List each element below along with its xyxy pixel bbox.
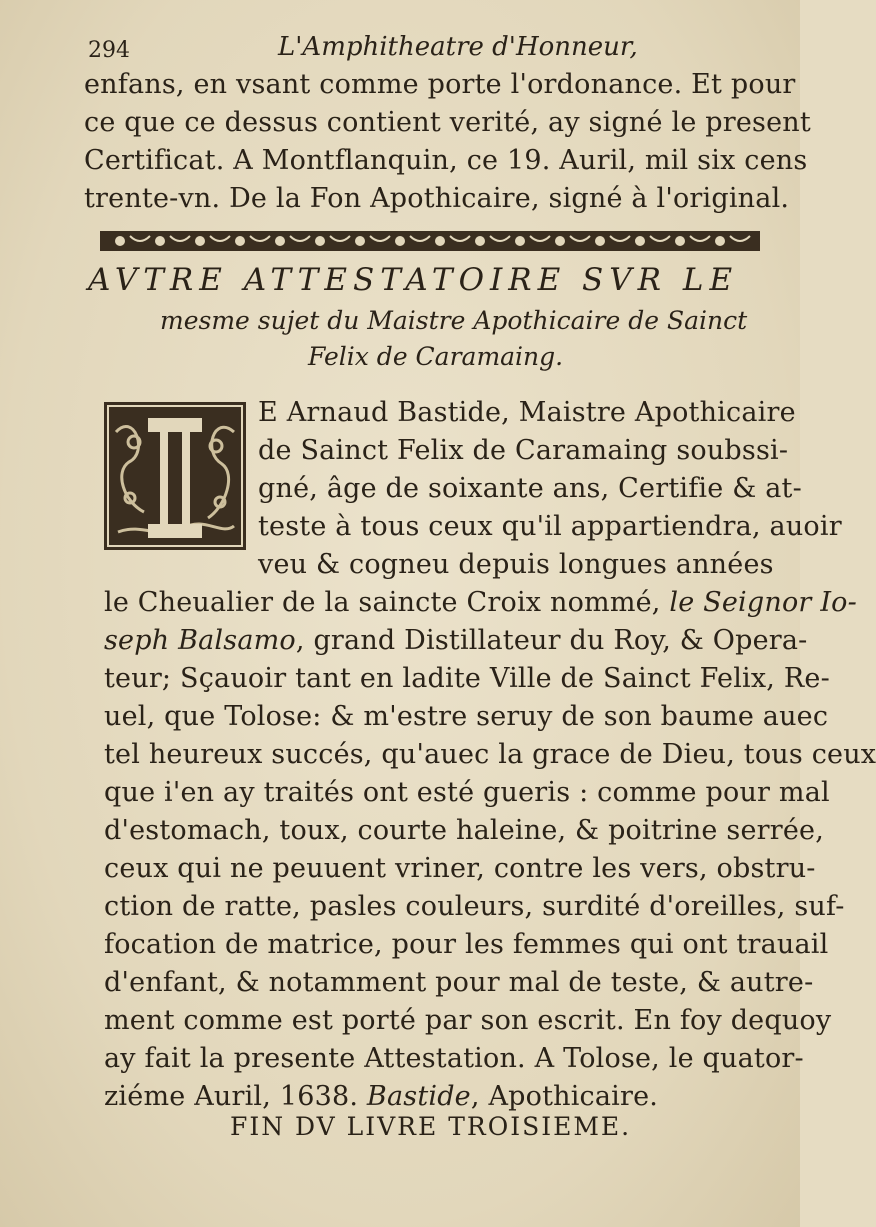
text-line: E Arnaud Bastide, Maistre Apothicaire — [258, 397, 796, 428]
text-line — [104, 1078, 794, 1116]
book-end-marker: FIN DV LIVRE TROISIEME. — [230, 1112, 632, 1141]
text-line: Certificat. A Montflanquin, ce 19. Auril, mil six cens — [84, 145, 808, 176]
text-line: ceux qui ne peuuent vriner, contre les vers, obstru- — [104, 853, 816, 884]
text-segment: le Cheualier de la saincte Croix nommé, — [104, 587, 670, 618]
running-title: L'Amphitheatre d'Honneur, — [278, 32, 638, 62]
text-line: veu & cogneu depuis longues années — [258, 549, 774, 580]
text-line: focation de matrice, pour les femmes qui ont trauail — [104, 929, 829, 960]
heading-subtitle-continued: Felix de Caramaing. — [308, 342, 564, 371]
text-segment: ziéme Auril, 1638. — [104, 1081, 367, 1112]
person-name-italic: le Seignor Io- — [669, 587, 857, 618]
page-number: 294 — [88, 38, 130, 63]
text-line: ay fait la presente Attestation. A Tolose, le quator- — [104, 1043, 804, 1074]
heading-subtitle: mesme sujet du Maistre Apothicaire de Sainct — [160, 306, 748, 335]
person-name-italic: seph Balsamo — [104, 625, 296, 656]
text-line: ce que ce dessus contient verité, ay signé le present — [84, 107, 811, 138]
text-line: gné, âge de soixante ans, Certifie & at- — [258, 473, 802, 504]
text-line: d'estomach, toux, courte haleine, & poitrine serrée, — [104, 815, 824, 846]
text-line: teste à tous ceux qu'il appartiendra, auoir — [258, 511, 842, 542]
text-line: trente-vn. De la Fon Apothicaire, signé à l'original. — [84, 183, 790, 214]
text-line: teur; Sçauoir tant en ladite Ville de Sainct Felix, Re- — [104, 663, 830, 694]
text-segment: , Apothicaire. — [470, 1081, 659, 1112]
text-segment: , grand Distillateur du Roy, & Opera- — [295, 625, 808, 656]
ornamental-border-icon — [100, 228, 760, 254]
text-line — [104, 584, 857, 622]
heading-title: AVTRE ATTESTATOIRE SVR LE — [88, 262, 739, 298]
text-line — [104, 622, 808, 660]
signature-name-italic: Bastide — [366, 1081, 471, 1112]
continuation-paragraph — [84, 66, 811, 218]
attestation-paragraph — [104, 394, 876, 1116]
text-line: tel heureux succés, qu'auec la grace de Dieu, tous ceux — [104, 739, 876, 770]
text-line: uel, que Tolose: & m'estre seruy de son baume auec — [104, 701, 829, 732]
text-line: d'enfant, & notamment pour mal de teste, & autre- — [104, 967, 814, 998]
text-line: enfans, en vsant comme porte l'ordonance. Et pour — [84, 69, 796, 100]
text-line: de Sainct Felix de Caramaing soubssi- — [258, 435, 789, 466]
text-line: ction de ratte, pasles couleurs, surdité d'oreilles, suf- — [104, 891, 845, 922]
text-line: ment comme est porté par son escrit. En foy dequoy — [104, 1005, 832, 1036]
text-line: que i'en ay traités ont esté gueris : comme pour mal — [104, 777, 830, 808]
